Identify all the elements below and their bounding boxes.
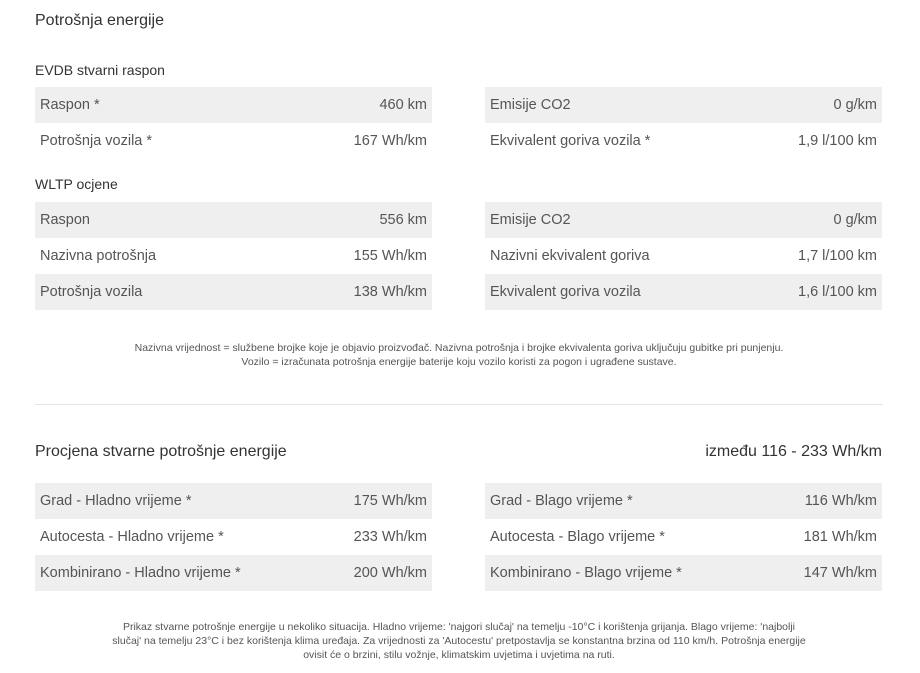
section-title-real-consumption: Procjena stvarne potrošnje energije [35,443,287,460]
footnote-line: Nazivna vrijednost = službene brojke koje je objavio proizvođač. Nazivna potrošnja i brojke ekvivalenta goriva uključuju gubitke pri punjenju. [134,342,784,354]
table-row [485,555,882,591]
table-row [485,483,882,519]
row-value: 175 Wh/km [353,493,427,509]
footnote-line: ovisit će o brzini, stilu vožnje, klimatskim uvjetima i uvjetima na ruti. [303,649,615,661]
row-value: 1,9 l/100 km [798,133,877,149]
footnote-line: slučaj' na temelju 23°C i bez korištenja klima uređaja. Za vrijednosti za 'Autocestu' pretpostavlja se konstantna brzina od 110 km/h. Potrošnja energije [112,635,806,647]
row-label: Emisije CO2 [490,212,571,228]
subsection-title-evdb: EVDB stvarni raspon [35,62,165,78]
row-value: 167 Wh/km [353,133,427,149]
table-row [485,238,882,274]
row-value: 233 Wh/km [353,529,427,545]
row-label: Raspon * [40,97,100,113]
row-value: 200 Wh/km [353,565,427,581]
table-row [485,87,882,123]
table-row [35,202,432,238]
table-row [35,483,432,519]
table-row [485,123,882,159]
table-row [35,87,432,123]
row-label: Nazivni ekvivalent goriva [490,248,650,264]
row-value: 116 Wh/km [804,493,877,509]
row-value: 155 Wh/km [353,248,427,264]
evdb-table-right [485,87,882,159]
wltp-table-right [485,202,882,310]
footnote-line: Prikaz stvarne potrošnje energije u nekoliko situacija. Hladno vrijeme: 'najgori slučaj' na temelju -10°C i korištenja grijanja. Blago vrijeme: 'najbolji [122,621,796,633]
row-value: 147 Wh/km [803,565,877,581]
table-row [35,238,432,274]
section-divider [35,404,883,405]
real-table-left [35,483,432,591]
row-label: Emisije CO2 [490,97,571,113]
table-row [35,555,432,591]
row-label: Grad - Blago vrijeme * [490,493,633,509]
table-row [35,519,432,555]
row-value: 138 Wh/km [353,284,427,300]
row-label: Kombinirano - Hladno vrijeme * [40,565,241,581]
row-label: Nazivna potrošnja [40,248,157,264]
row-value: 0 g/km [833,97,877,113]
row-value: 556 km [379,212,427,228]
row-value: 181 Wh/km [803,529,877,545]
table-row [485,519,882,555]
row-label: Autocesta - Hladno vrijeme * [40,529,224,545]
row-label: Ekvivalent goriva vozila [490,284,641,300]
row-value: 460 km [379,97,427,113]
table-row [485,274,882,310]
row-label: Grad - Hladno vrijeme * [40,493,192,509]
evdb-table-left [35,87,432,159]
row-label: Potrošnja vozila * [40,133,153,149]
table-row [35,274,432,310]
row-label: Ekvivalent goriva vozila * [490,133,651,149]
section-title-energy: Potrošnja energije [35,12,164,29]
footnote-line: Vozilo = izračunata potrošnja energije baterije koju vozilo koristi za pogon i ugrađene sustave. [241,356,677,368]
table-row [35,123,432,159]
table-row [485,202,882,238]
real-consumption-range: između 116 - 233 Wh/km [705,443,882,460]
row-value: 0 g/km [833,212,877,228]
row-value: 1,7 l/100 km [798,248,877,264]
real-table-right [485,483,882,591]
energy-footnote [35,341,883,369]
row-label: Autocesta - Blago vrijeme * [490,529,665,545]
row-value: 1,6 l/100 km [798,284,877,300]
row-label: Potrošnja vozila [40,284,143,300]
real-consumption-footnote [35,620,883,662]
row-label: Kombinirano - Blago vrijeme * [490,565,682,581]
wltp-table-left [35,202,432,310]
subsection-title-wltp: WLTP ocjene [35,176,118,192]
row-label: Raspon [40,212,90,228]
